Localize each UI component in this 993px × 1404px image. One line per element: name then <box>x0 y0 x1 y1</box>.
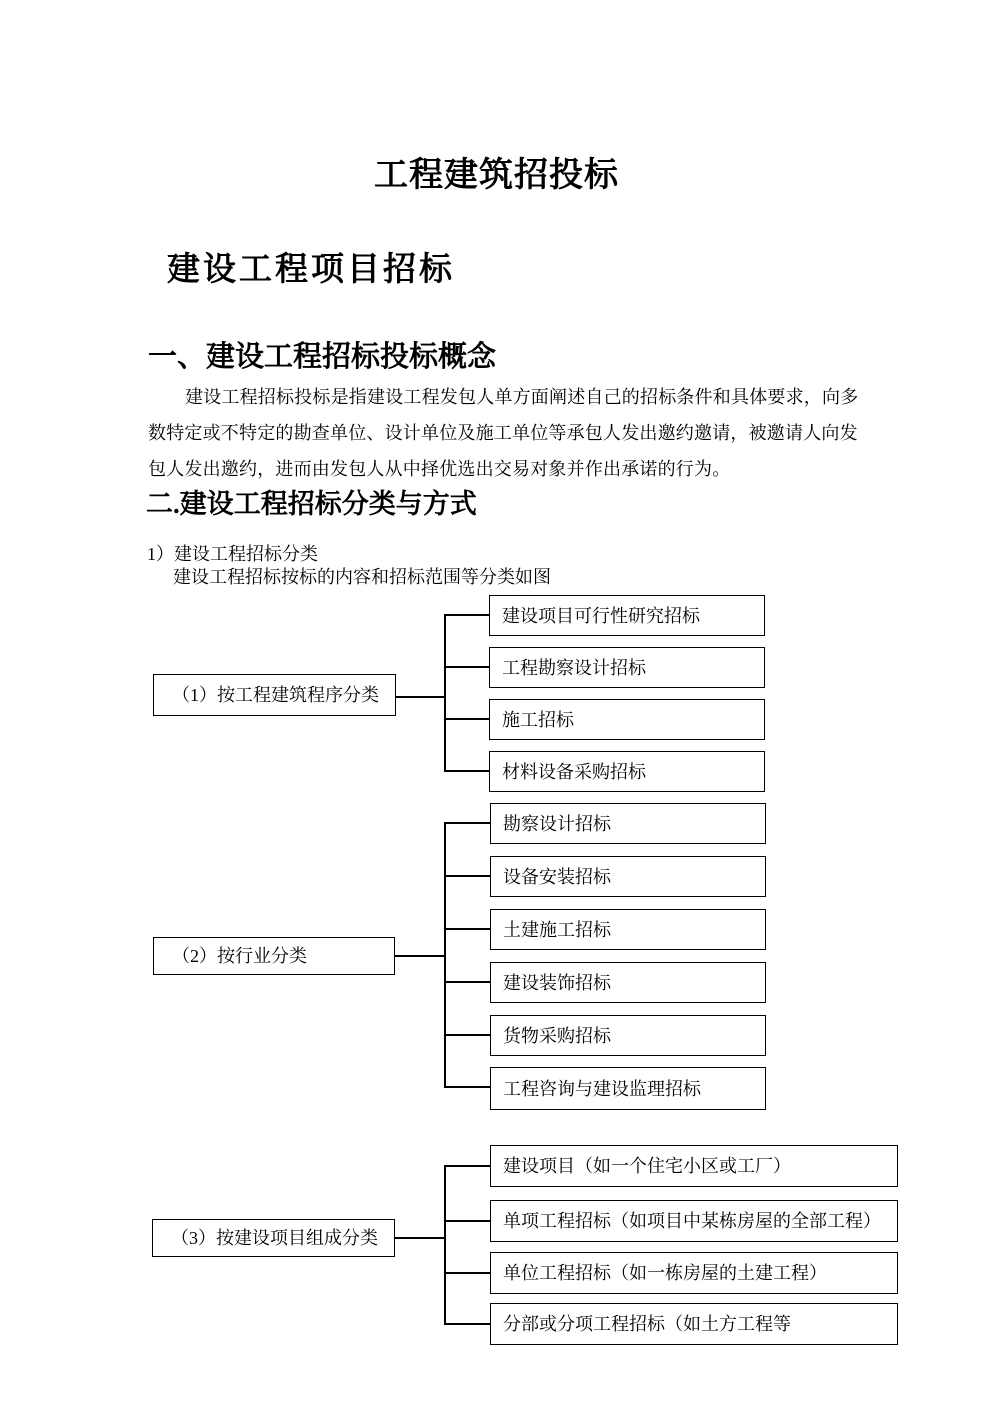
group1-branch-line <box>444 666 489 668</box>
group3-child-label: 单项工程招标（如项目中某栋房屋的全部工程） <box>503 1211 881 1231</box>
group2-branch-line <box>444 1034 490 1036</box>
group1-child-label: 材料设备采购招标 <box>502 761 646 782</box>
group2-child-box <box>490 803 766 844</box>
group3-child-box <box>490 1145 898 1187</box>
figure-caption: 建设工程招标按标的内容和招标范围等分类如图 <box>173 567 551 587</box>
group2-child-box <box>490 962 766 1003</box>
group2-branch-line <box>444 1086 490 1088</box>
group1-child-box <box>489 595 765 636</box>
group2-child-label: 土建施工招标 <box>503 919 611 940</box>
paragraph-line: 建设工程招标投标是指建设工程发包人单方面阐述自己的招标条件和具体要求，向多 <box>185 387 859 407</box>
group2-child-box <box>490 856 766 897</box>
group3-child-box <box>490 1252 898 1294</box>
group1-child-label: 工程勘察设计招标 <box>502 657 646 678</box>
group3-child-label: 分部或分项工程招标（如土方工程等 <box>503 1314 791 1334</box>
paragraph-line: 包人发出邀约，进而由发包人从中择优选出交易对象并作出承诺的行为。 <box>148 459 731 479</box>
group3-child-label: 建设项目（如一个住宅小区或工厂） <box>503 1156 791 1176</box>
group3-parent-connector-line <box>395 1237 444 1239</box>
group2-child-label: 工程咨询与建设监理招标 <box>503 1078 701 1099</box>
group1-child-box <box>489 647 765 688</box>
group1-child-box <box>489 699 765 740</box>
group2-parent-label: （2）按行业分类 <box>172 946 307 966</box>
group2-child-box <box>490 909 766 950</box>
paragraph-line: 数特定或不特定的勘查单位、设计单位及施工单位等承包人发出邀约邀请，被邀请人向发 <box>148 423 858 443</box>
group3-branch-line <box>444 1220 490 1222</box>
doc-title: 工程建筑招投标 <box>374 157 619 194</box>
group2-child-label: 货物采购招标 <box>503 1025 611 1046</box>
group2-branch-line <box>444 822 490 824</box>
section2-list-item: 1）建设工程招标分类 <box>147 544 318 564</box>
group2-child-label: 勘察设计招标 <box>503 813 611 834</box>
group3-child-box <box>490 1303 898 1345</box>
group1-child-label: 建设项目可行性研究招标 <box>502 605 700 626</box>
section1-paragraph <box>148 379 859 487</box>
group2-child-box <box>490 1015 766 1056</box>
group1-parent-label: （1）按工程建筑程序分类 <box>172 685 379 705</box>
group2-child-box <box>490 1067 766 1110</box>
group3-branch-line <box>444 1272 490 1274</box>
group3-child-label: 单位工程招标（如一栋房屋的土建工程） <box>503 1263 827 1283</box>
group1-parent-connector-line <box>396 696 444 698</box>
group1-branch-line <box>444 770 489 772</box>
group1-child-box <box>489 751 765 792</box>
group3-parent-label: （3）按建设项目组成分类 <box>171 1228 378 1248</box>
group3-child-box <box>490 1200 898 1242</box>
group2-parent-box <box>153 937 395 975</box>
group1-branch-line <box>444 718 489 720</box>
group1-child-label: 施工招标 <box>502 709 574 730</box>
group3-trunk-line <box>444 1165 446 1325</box>
group2-branch-line <box>444 981 490 983</box>
group1-trunk-line <box>444 615 446 772</box>
group1-parent-box <box>153 674 396 716</box>
group2-child-label: 建设装饰招标 <box>503 972 611 993</box>
group2-trunk-line <box>444 822 446 1088</box>
section1-heading: 一、建设工程招标投标概念 <box>148 341 497 373</box>
group2-child-label: 设备安装招标 <box>503 866 611 887</box>
group1-branch-line <box>444 614 489 616</box>
group3-branch-line <box>444 1165 490 1167</box>
doc-subtitle: 建设工程项目招标 <box>167 252 455 288</box>
section2-heading: 二.建设工程招标分类与方式 <box>146 489 477 519</box>
group2-parent-connector-line <box>395 955 444 957</box>
group2-branch-line <box>444 875 490 877</box>
group2-branch-line <box>444 928 490 930</box>
group3-branch-line <box>444 1323 490 1325</box>
group3-parent-box <box>152 1219 395 1257</box>
